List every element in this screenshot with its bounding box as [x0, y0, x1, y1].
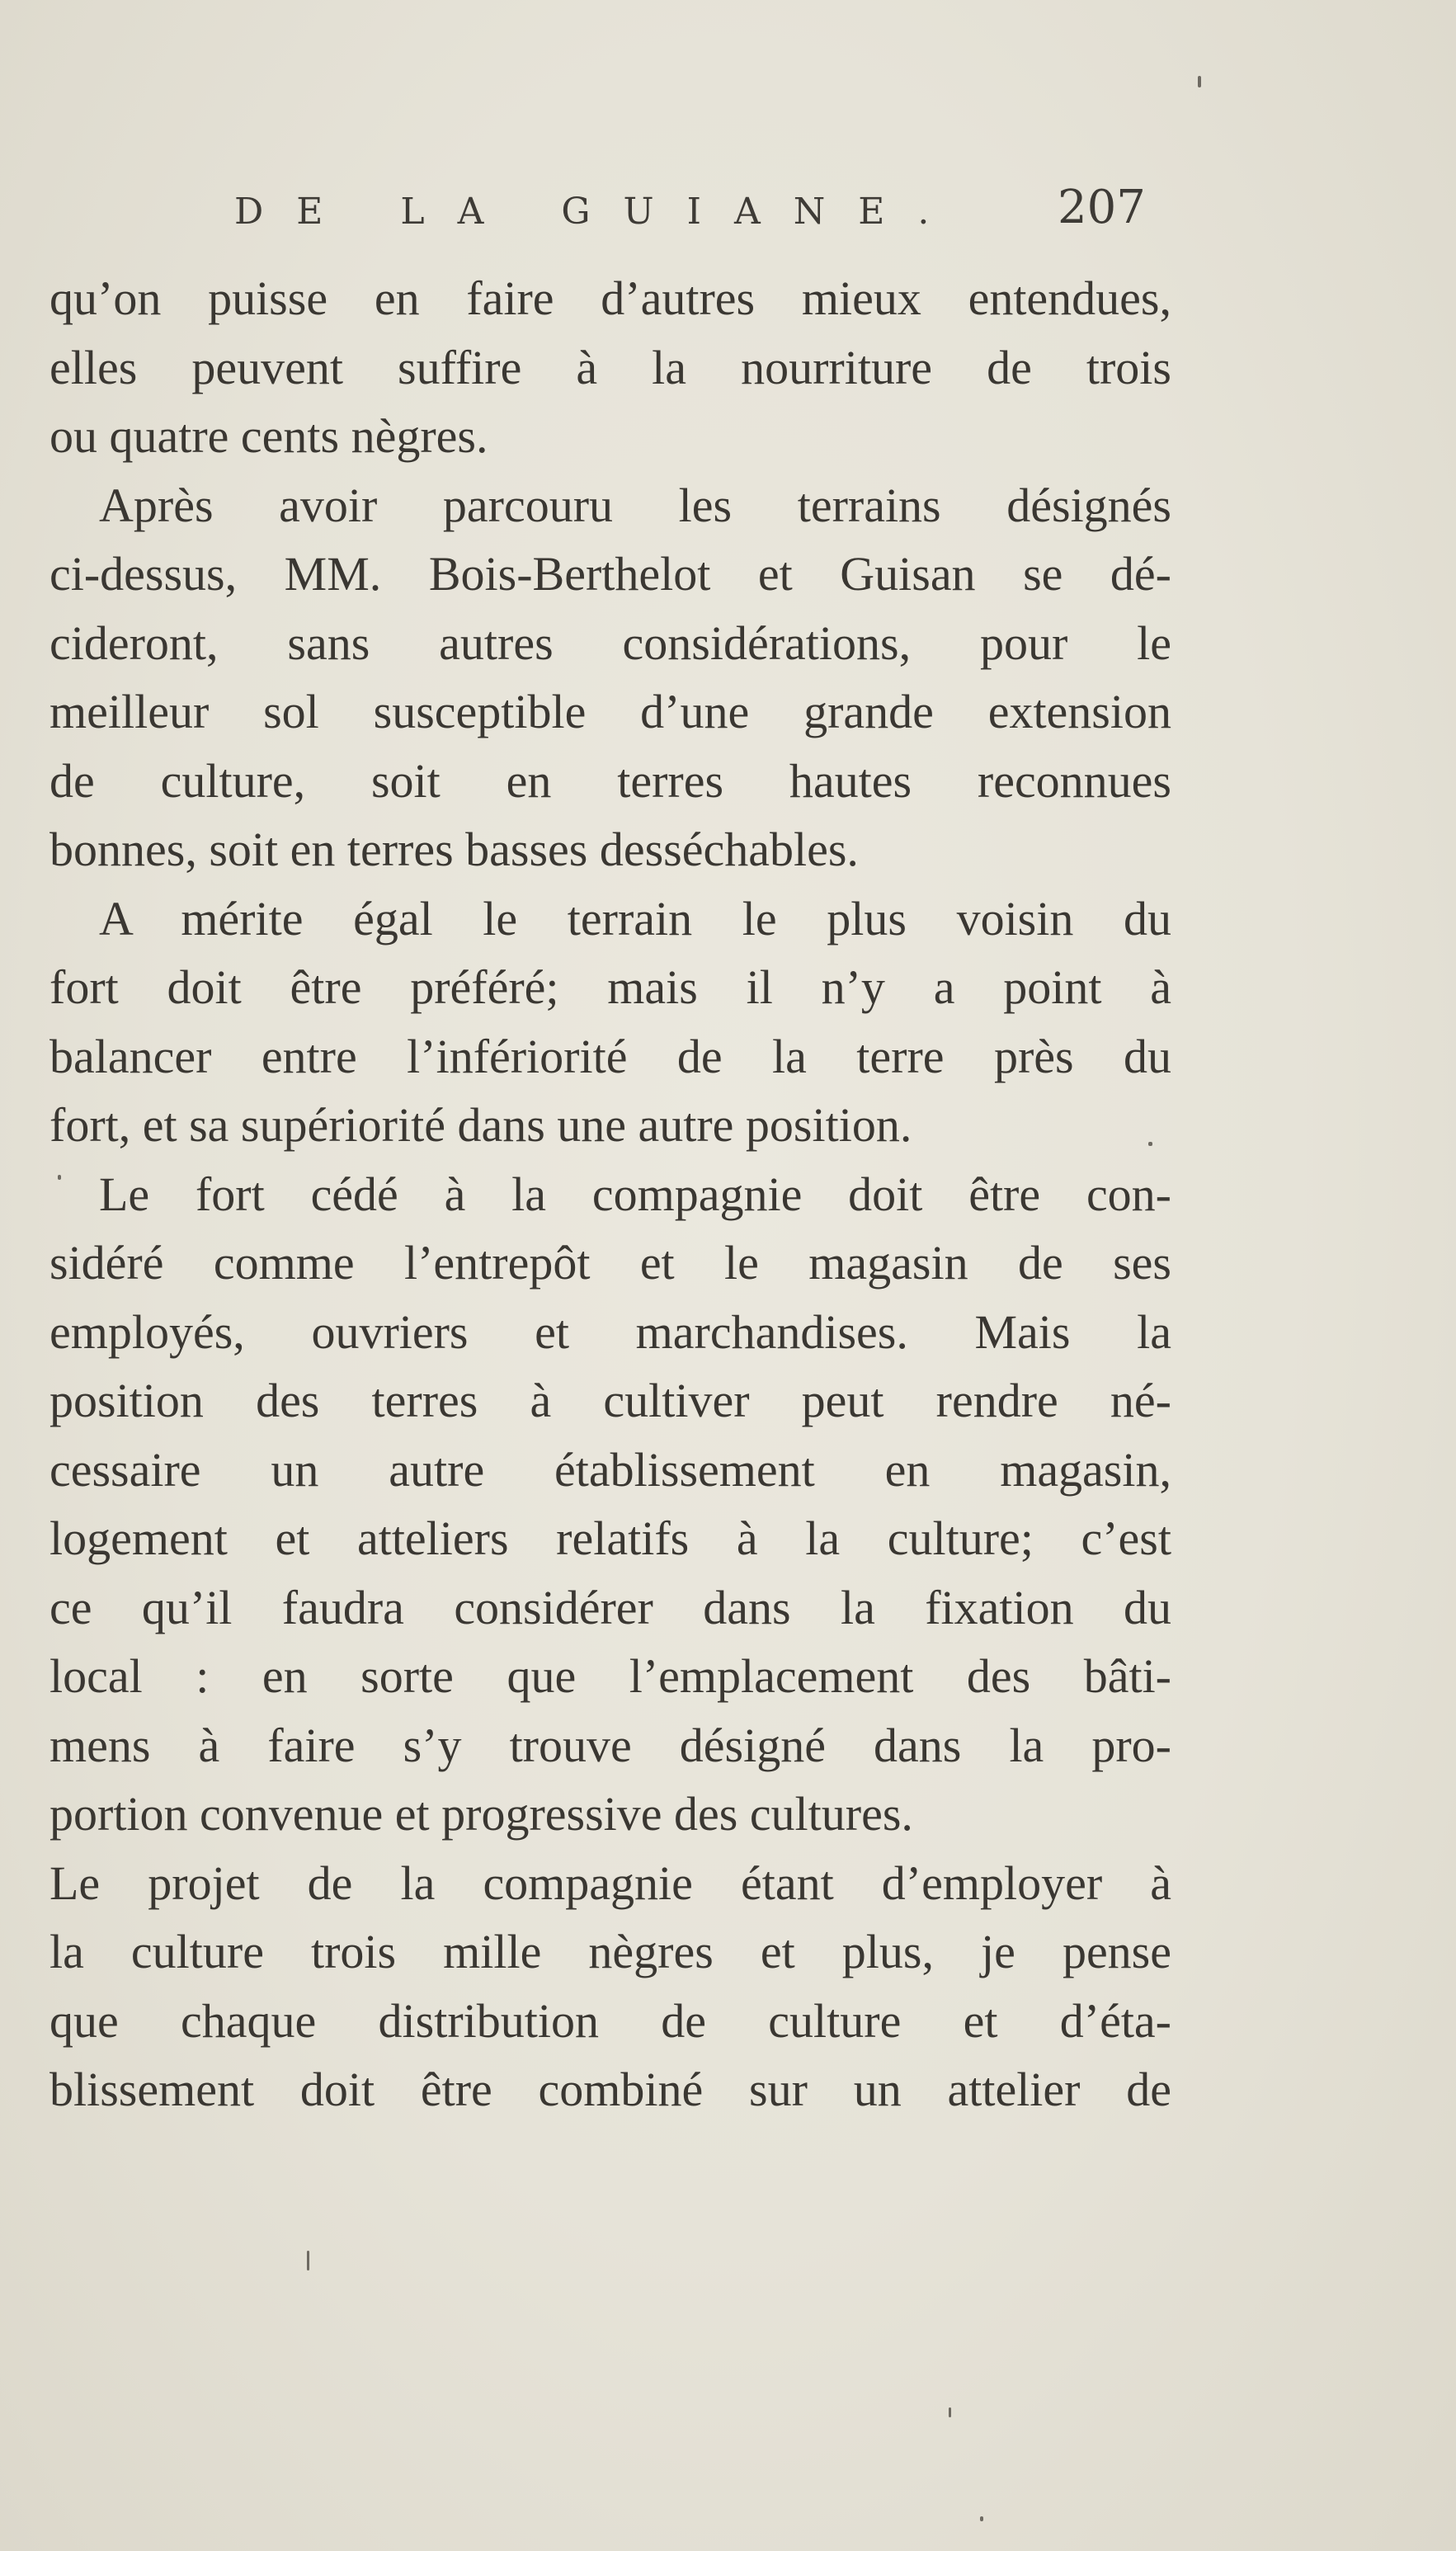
text-line-3: ou quatre cents nègres. [49, 409, 488, 463]
paper-speck [1198, 76, 1201, 87]
text-line-16: employés, ouvriers et marchandises. Mais la [49, 1304, 1171, 1359]
page-header [0, 177, 1456, 252]
text-line-17: position des terres à cultiver peut rendre né- [49, 1374, 1171, 1427]
body-text [49, 264, 1171, 2124]
text-line-2: elles peuvent suffire à la nourriture de trois [49, 340, 1171, 394]
paper-speck [1148, 1142, 1152, 1146]
text-line-21: local : en sorte que l’emplacement des bâti- [49, 1649, 1171, 1703]
text-line-9: bonnes, soit en terres basses desséchables. [49, 823, 859, 876]
text-line-26: que chaque distribution de culture et d’éta- [49, 1993, 1171, 2048]
text-line-27: blissement doit être combiné sur un attelier de [49, 2063, 1171, 2116]
paper-speck [58, 1175, 61, 1180]
paper-speck [980, 2516, 983, 2521]
text-line-25: la culture trois mille nègres et plus, je pense [49, 1925, 1171, 1978]
text-line-1: qu’on puisse en faire d’autres mieux entendues, [49, 271, 1171, 325]
paper-speck [307, 2251, 309, 2270]
text-line-5: ci-dessus, MM. Bois-Berthelot et Guisan se dé- [49, 547, 1171, 601]
text-line-14: Le fort cédé à la compagnie doit être con- [99, 1167, 1171, 1221]
text-line-4: Après avoir parcouru les terrains désignés [99, 478, 1171, 532]
text-line-7: meilleur sol susceptible d’une grande extension [49, 685, 1171, 738]
text-line-12: balancer entre l’infériorité de la terre près du [49, 1029, 1171, 1083]
text-line-10: A mérite égal le terrain le plus voisin du [99, 891, 1171, 945]
text-line-8: de culture, soit en terres hautes reconnues [49, 753, 1171, 808]
text-line-6: cideront, sans autres considérations, pour le [49, 615, 1171, 670]
text-line-23: portion convenue et progressive des cultures. [49, 1787, 913, 1841]
text-line-11: fort doit être préféré; mais il n’y a point à [49, 960, 1171, 1014]
text-line-19: logement et atteliers relatifs à la culture; c’est [49, 1511, 1171, 1565]
text-line-20: ce qu’il faudra considérer dans la fixation du [49, 1580, 1171, 1634]
running-title: DE LA GUIANE. [234, 191, 963, 233]
text-line-15: sidéré comme l’entrepôt et le magasin de ses [49, 1236, 1171, 1290]
text-line-22: mens à faire s’y trouve désigné dans la pro- [49, 1718, 1171, 1772]
text-line-18: cessaire un autre établissement en magasin, [49, 1442, 1171, 1497]
page-number: 207 [1058, 181, 1146, 234]
paper-speck [949, 2407, 951, 2417]
text-line-13: fort, et sa supériorité dans une autre position. [49, 1098, 912, 1152]
text-line-24: Le projet de la compagnie étant d’employer à [49, 1855, 1171, 1910]
